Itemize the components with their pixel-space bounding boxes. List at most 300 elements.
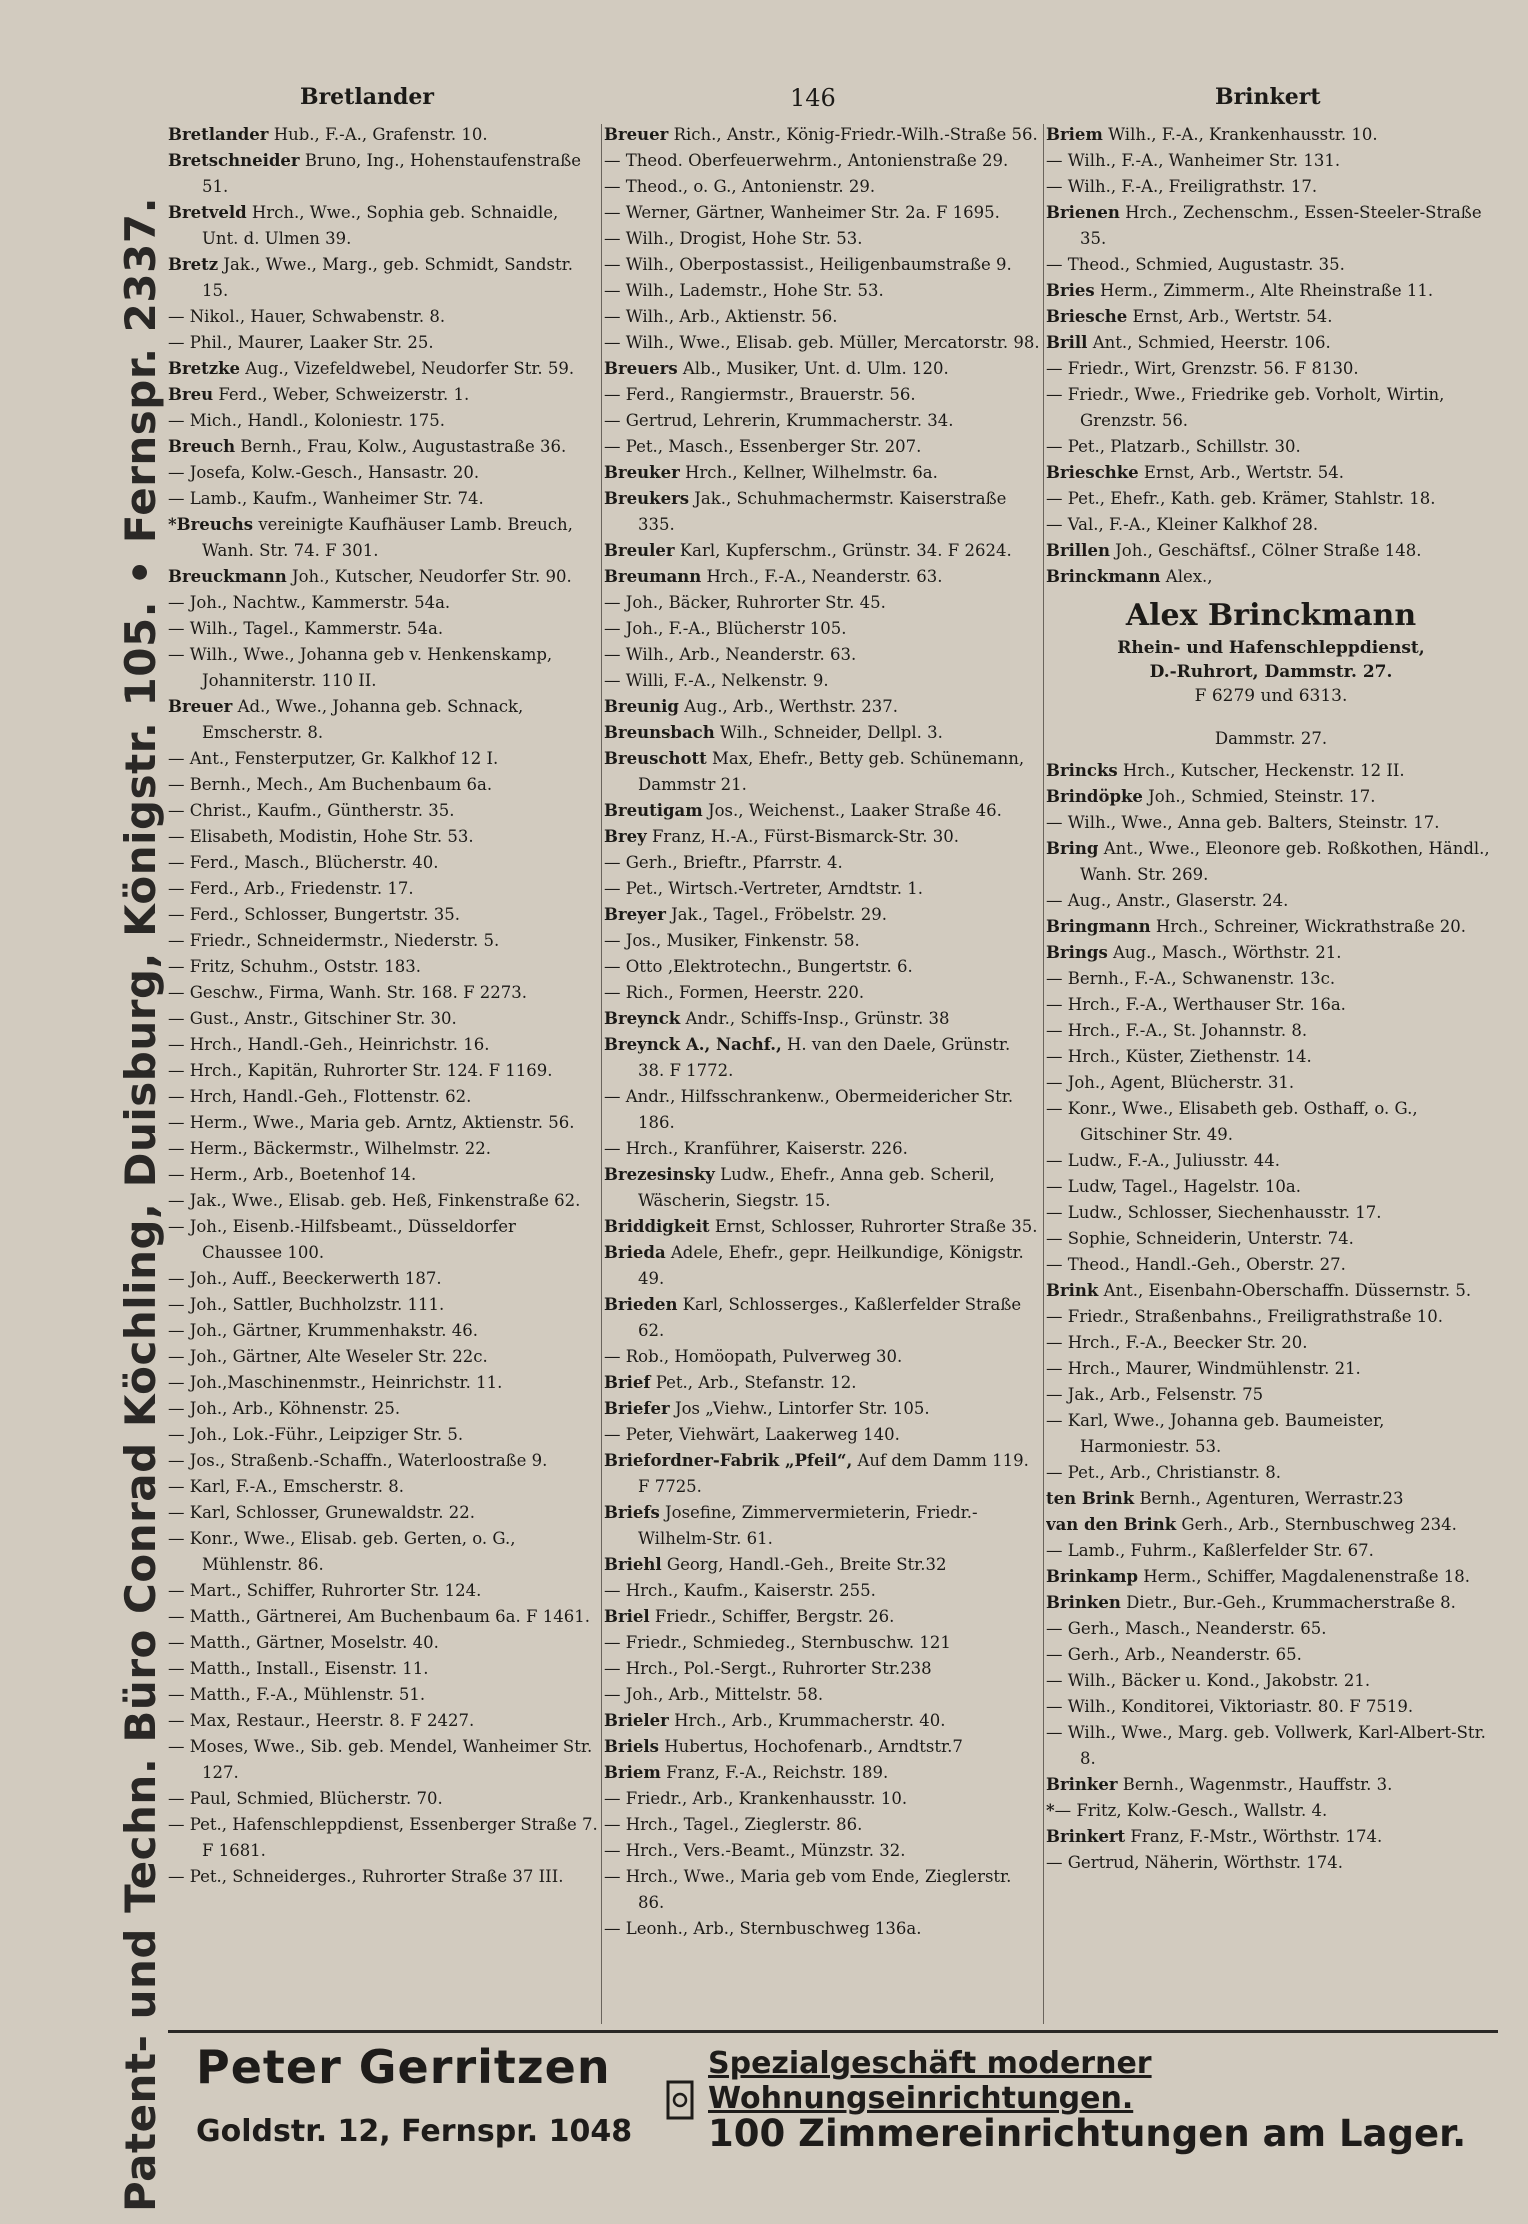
entry-details: — Fritz, Kolw.-Gesch., Wallstr. 4. [1054, 1801, 1328, 1820]
directory-entry [1046, 1694, 1496, 1720]
directory-entry [1046, 148, 1496, 174]
directory-entry [604, 330, 1040, 356]
directory-entry [168, 824, 598, 850]
entry-details: Aug., Vizefeldwebel, Neudorfer Str. 59. [240, 359, 575, 378]
entry-details: Gerh., Arb., Sternbuschweg 234. [1176, 1515, 1457, 1534]
directory-entry [604, 668, 1040, 694]
entry-surname: Bringmann [1046, 917, 1151, 936]
directory-entry [1046, 486, 1496, 512]
entry-details: Jak., Tagel., Fröbelstr. 29. [665, 905, 888, 924]
entry-details: — Theod., o. G., Antonienstr. 29. [604, 177, 876, 196]
directory-entry [604, 1552, 1040, 1578]
directory-entry [604, 1292, 1040, 1344]
entry-details: — Pet., Masch., Essenberger Str. 207. [604, 437, 922, 456]
entry-details: — Gerh., Brieftr., Pfarrstr. 4. [604, 853, 843, 872]
entry-details: — Ferd., Rangiermstr., Brauerstr. 56. [604, 385, 916, 404]
entry-details: — Fritz, Schuhm., Oststr. 183. [168, 957, 422, 976]
entry-details: Ant., Eisenbahn-Oberschaffn. Düssernstr. 5. [1098, 1281, 1472, 1300]
entry-details: — Paul, Schmied, Blücherstr. 70. [168, 1789, 443, 1808]
entry-details: — Geschw., Firma, Wanh. Str. 168. F 2273. [168, 983, 528, 1002]
entry-details: — Otto ‚Elektrotechn., Bungertstr. 6. [604, 957, 913, 976]
directory-entry [168, 1526, 598, 1578]
entry-details: — Mich., Handl., Koloniestr. 175. [168, 411, 446, 430]
page-number: 146 [790, 84, 836, 112]
entry-details: Hrch., Arb., Krummacherstr. 40. [668, 1711, 946, 1730]
directory-entry [604, 1838, 1040, 1864]
entry-details: Herm., Schiffer, Magdalenenstraße 18. [1138, 1567, 1471, 1586]
entry-details: Franz, F.-Mstr., Wörthstr. 174. [1125, 1827, 1383, 1846]
display-advertisement [1046, 590, 1496, 722]
directory-entry [168, 928, 598, 954]
entry-details: — Wilh., Wwe., Marg. geb. Vollwerk, Karl-Albert-Str. 8. [1046, 1723, 1486, 1768]
entry-details: — Joh., Lok.-Führ., Leipziger Str. 5. [168, 1425, 464, 1444]
directory-entry [168, 1734, 598, 1786]
entry-details: — Gertrud, Lehrerin, Krummacherstr. 34. [604, 411, 954, 430]
directory-entry [604, 1864, 1040, 1916]
advertiser-address: Goldstr. 12, Fernspr. 1048 [196, 2114, 633, 2149]
entry-details: Hrch., Zechenschm., Essen-Steeler-Straße 35. [1080, 203, 1482, 248]
entry-details: — Ferd., Masch., Blücherstr. 40. [168, 853, 439, 872]
side-advertisement: Patent- und Techn. Büro Conrad Köchling, Duisburg, Königstr. 105. • Fernspr. 2337. [116, 196, 165, 2212]
entry-details: Joh., Geschäftsf., Cölner Straße 148. [1109, 541, 1422, 560]
directory-entry [604, 278, 1040, 304]
advert-line: D.-Ruhrort, Dammstr. 27. [1149, 662, 1393, 682]
directory-entry [604, 1214, 1040, 1240]
entry-details: — Wilh., Arb., Aktienstr. 56. [604, 307, 838, 326]
entry-surname: Briesche [1046, 307, 1128, 326]
entry-details: Alb., Musiker, Unt. d. Ulm. 120. [677, 359, 949, 378]
directory-entry [604, 356, 1040, 382]
entry-surname: Breu [168, 385, 214, 404]
entry-details: Ferd., Weber, Schweizerstr. 1. [213, 385, 470, 404]
bottom-divider [168, 2030, 1498, 2033]
directory-entry [1046, 1044, 1496, 1070]
entry-surname: Bretschneider [168, 151, 300, 170]
entry-surname: Breuer [604, 125, 669, 144]
directory-entry [168, 304, 598, 330]
directory-entry [168, 772, 598, 798]
entry-surname: Breukers [604, 489, 690, 508]
entry-details: — Ludw, Tagel., Hagelstr. 10a. [1046, 1177, 1302, 1196]
directory-entry [1046, 252, 1496, 278]
entry-details: H. van den Daele, Grünstr. 38. F 1772. [638, 1035, 1011, 1080]
directory-entry [604, 1162, 1040, 1214]
directory-entry [604, 1032, 1040, 1084]
entry-surname: Brings [1046, 943, 1108, 962]
directory-entry [168, 1682, 598, 1708]
directory-entry [168, 1318, 598, 1344]
entry-surname: * [1046, 1801, 1055, 1820]
directory-entry [1046, 1200, 1496, 1226]
entry-details: — Lamb., Fuhrm., Kaßlerfelder Str. 67. [1046, 1541, 1374, 1560]
directory-entry [168, 1864, 598, 1890]
entry-details: — Theod. Oberfeuerwehrm., Antonienstraße 29. [604, 151, 1009, 170]
entry-details: — Joh., Gärtner, Alte Weseler Str. 22c. [168, 1347, 488, 1366]
entry-details: — Hrch., F.-A., Beecker Str. 20. [1046, 1333, 1308, 1352]
entry-details: — Wilh., Drogist, Hohe Str. 53. [604, 229, 863, 248]
entry-surname: van den Brink [1046, 1515, 1177, 1534]
directory-entry [1046, 1538, 1496, 1564]
directory-entry [604, 850, 1040, 876]
entry-details: Dietr., Bur.-Geh., Krummacherstraße 8. [1120, 1593, 1456, 1612]
entry-details: — Hrch, Handl.-Geh., Flottenstr. 62. [168, 1087, 472, 1106]
directory-entry [168, 330, 598, 356]
entry-surname: Briehl [604, 1555, 662, 1574]
entry-details: — Herm., Wwe., Maria geb. Arntz, Aktienstr. 56. [168, 1113, 575, 1132]
directory-entry [168, 902, 598, 928]
entry-details: Wilh., F.-A., Krankenhausstr. 10. [1102, 125, 1378, 144]
entry-surname: Briem [604, 1763, 661, 1782]
directory-entry [1046, 784, 1496, 810]
directory-entry [604, 980, 1040, 1006]
entry-details: Max, Ehefr., Betty geb. Schünemann, Dammstr 21. [638, 749, 1025, 794]
entry-surname: Briddigkeit [604, 1217, 710, 1236]
entry-details: Wilh., Schneider, Dellpl. 3. [714, 723, 943, 742]
entry-surname: Brieschke [1046, 463, 1139, 482]
directory-entry [168, 1396, 598, 1422]
entry-details: — Joh., Auff., Beeckerwerth 187. [168, 1269, 442, 1288]
entry-details: — Ant., Fensterputzer, Gr. Kalkhof 12 I. [168, 749, 499, 768]
directory-entry [168, 954, 598, 980]
entry-details: Pet., Arb., Stefanstr. 12. [650, 1373, 857, 1392]
entry-details: — Matth., Gärtner, Moselstr. 40. [168, 1633, 439, 1652]
directory-entry [1046, 1616, 1496, 1642]
entry-details: — Pet., Ehefr., Kath. geb. Krämer, Stahlstr. 18. [1046, 489, 1436, 508]
directory-entry [604, 382, 1040, 408]
directory-entry [604, 1734, 1040, 1760]
directory-entry [604, 200, 1040, 226]
directory-entry [168, 1708, 598, 1734]
entry-surname: ten Brink [1046, 1489, 1135, 1508]
directory-entry [1046, 1382, 1496, 1408]
entry-details: Friedr., Schiffer, Bergstr. 26. [649, 1607, 895, 1626]
entry-surname: Breuckmann [168, 567, 287, 586]
entry-details: — Hrch., Vers.-Beamt., Münzstr. 32. [604, 1841, 906, 1860]
entry-details: — Wilh., Konditorei, Viktoriastr. 80. F 7519. [1046, 1697, 1414, 1716]
directory-entry [604, 1344, 1040, 1370]
entry-surname: *Breuchs [168, 515, 254, 534]
directory-entry [604, 408, 1040, 434]
entry-details: Georg, Handl.-Geh., Breite Str.32 [661, 1555, 947, 1574]
entry-surname: Briel [604, 1607, 650, 1626]
entry-details: — Karl, Schlosser, Grunewaldstr. 22. [168, 1503, 475, 1522]
entry-details: — Theod., Schmied, Augustastr. 35. [1046, 255, 1345, 274]
entry-details: — Friedr., Straßenbahns., Freiligrathstraße 10. [1046, 1307, 1443, 1326]
directory-entry [168, 1188, 598, 1214]
directory-entry [1046, 1252, 1496, 1278]
directory-entry [1046, 1018, 1496, 1044]
entry-surname: Bretlander [168, 125, 269, 144]
directory-entry [1046, 1096, 1496, 1148]
directory-entry [1046, 726, 1496, 752]
entry-surname: Bries [1046, 281, 1095, 300]
entry-details: Franz, F.-A., Reichstr. 189. [660, 1763, 889, 1782]
directory-entry [1046, 1148, 1496, 1174]
entry-surname: Bretz [168, 255, 219, 274]
advert-firm-name: Alex Brinckmann [1125, 598, 1417, 633]
entry-details: — Hrch., Pol.-Sergt., Ruhrorter Str.238 [604, 1659, 932, 1678]
entry-details: — Wilh., Bäcker u. Kond., Jakobstr. 21. [1046, 1671, 1371, 1690]
directory-entry [168, 1084, 598, 1110]
directory-entry [1046, 914, 1496, 940]
directory-entry [168, 1162, 598, 1188]
directory-entry [1046, 1304, 1496, 1330]
entry-surname: Briefordner-Fabrik „Pfeil“, [604, 1451, 853, 1470]
entry-details: Andr., Schiffs-Insp., Grünstr. 38 [680, 1009, 950, 1028]
entry-details: — Hrch., Kapitän, Ruhrorter Str. 124. F 1169. [168, 1061, 553, 1080]
entry-details: — Werner, Gärtner, Wanheimer Str. 2a. F 1695. [604, 203, 1000, 222]
entry-details: Joh., Schmied, Steinstr. 17. [1142, 787, 1376, 806]
directory-entry [604, 460, 1040, 486]
directory-entry [1046, 434, 1496, 460]
entry-details: — Pet., Platzarb., Schillstr. 30. [1046, 437, 1301, 456]
directory-entry [168, 460, 598, 486]
entry-details: — Val., F.-A., Kleiner Kalkhof 28. [1046, 515, 1319, 534]
entry-details: — Hrch., Kaufm., Kaiserstr. 255. [604, 1581, 876, 1600]
directory-entry [1046, 1174, 1496, 1200]
directory-entry [168, 876, 598, 902]
entry-details: Bernh., Agenturen, Werrastr.23 [1134, 1489, 1404, 1508]
ornament-icon [666, 2080, 694, 2120]
directory-entry [168, 382, 598, 408]
directory-entry [168, 512, 598, 564]
entry-details: Ludw., Ehefr., Anna geb. Scheril, Wäscherin, Siegstr. 15. [638, 1165, 995, 1210]
directory-entry [1046, 460, 1496, 486]
entry-details: — Christ., Kaufm., Güntherstr. 35. [168, 801, 455, 820]
directory-entry [1046, 1642, 1496, 1668]
directory-entry [168, 642, 598, 694]
directory-entry [604, 1084, 1040, 1136]
entry-details: Auf dem Damm 119. F 7725. [638, 1451, 1029, 1496]
entry-surname: Brey [604, 827, 647, 846]
directory-entry [1046, 836, 1496, 888]
directory-entry [604, 1240, 1040, 1292]
directory-entry [1046, 1486, 1496, 1512]
directory-entry [604, 798, 1040, 824]
entry-details: — Ludw., Schlosser, Siechenhausstr. 17. [1046, 1203, 1382, 1222]
directory-entry [604, 876, 1040, 902]
directory-entry [168, 1006, 598, 1032]
entry-details: — Ferd., Schlosser, Bungertstr. 35. [168, 905, 461, 924]
entry-details: Herm., Zimmerm., Alte Rheinstraße 11. [1094, 281, 1434, 300]
directory-entry [604, 1604, 1040, 1630]
directory-entry [1046, 966, 1496, 992]
entry-details: Ernst, Arb., Wertstr. 54. [1127, 307, 1333, 326]
entry-details: — Hrch., F.-A., Werthauser Str. 16a. [1046, 995, 1346, 1014]
directory-entry [604, 824, 1040, 850]
directory-entry [168, 1214, 598, 1266]
entry-details: — Friedr., Schneidermstr., Niederstr. 5. [168, 931, 500, 950]
entry-details: — Joh., Arb., Köhnenstr. 25. [168, 1399, 401, 1418]
entry-details: — Joh., Eisenb.-Hilfsbeamt., Düsseldorfer Chaussee 100. [168, 1217, 516, 1262]
directory-entry [168, 1370, 598, 1396]
entry-details: Ant., Schmied, Heerstr. 106. [1087, 333, 1331, 352]
entry-surname: Bring [1046, 839, 1099, 858]
entry-details: — Max, Restaur., Heerstr. 8. F 2427. [168, 1711, 475, 1730]
directory-entry [1046, 1278, 1496, 1304]
directory-entry [1046, 356, 1496, 382]
directory-entry [168, 1786, 598, 1812]
entry-details: — Hrch., Handl.-Geh., Heinrichstr. 16. [168, 1035, 490, 1054]
entry-surname: Brindöpke [1046, 787, 1143, 806]
entry-surname: Brinkert [1046, 1827, 1126, 1846]
directory-column-3 [1046, 122, 1496, 2027]
directory-entry [604, 434, 1040, 460]
entry-details: — Wilh., F.-A., Freiligrathstr. 17. [1046, 177, 1318, 196]
directory-entry [604, 1682, 1040, 1708]
entry-surname: Bretveld [168, 203, 247, 222]
entry-details: Ernst, Schlosser, Ruhrorter Straße 35. [709, 1217, 1038, 1236]
directory-entry [168, 122, 598, 148]
entry-details: — Wilh., Tagel., Kammerstr. 54a. [168, 619, 444, 638]
entry-details: — Herm., Bäckermstr., Wilhelmstr. 22. [168, 1139, 492, 1158]
entry-details: — Mart., Schiffer, Ruhrorter Str. 124. [168, 1581, 482, 1600]
directory-entry [604, 226, 1040, 252]
directory-entry [168, 1474, 598, 1500]
entry-details: Rich., Anstr., König-Friedr.-Wilh.-Straße 56. [668, 125, 1038, 144]
directory-entry [1046, 1720, 1496, 1772]
directory-entry [168, 148, 598, 200]
directory-entry [1046, 1512, 1496, 1538]
directory-entry [604, 1630, 1040, 1656]
entry-details: vereinigte Kaufhäuser Lamb. Breuch, Wanh. Str. 74. F 301. [202, 515, 573, 560]
directory-entry [168, 1058, 598, 1084]
entry-details: — Phil., Maurer, Laaker Str. 25. [168, 333, 434, 352]
directory-entry [168, 1292, 598, 1318]
directory-entry [168, 564, 598, 590]
entry-details: Hub., F.-A., Grafenstr. 10. [268, 125, 488, 144]
entry-details: — Hrch., Küster, Ziethenstr. 14. [1046, 1047, 1312, 1066]
entry-details: — Wilh., Wwe., Anna geb. Balters, Steinstr. 17. [1046, 813, 1440, 832]
directory-entry [168, 694, 598, 746]
entry-details: — Hrch., F.-A., St. Johannstr. 8. [1046, 1021, 1308, 1040]
entry-details: — Leonh., Arb., Sternbuschweg 136a. [604, 1919, 922, 1938]
entry-details: Hubertus, Hochofenarb., Arndtstr.7 [658, 1737, 963, 1756]
entry-details: — Ferd., Arb., Friedenstr. 17. [168, 879, 414, 898]
entry-details: Bruno, Ing., Hohenstaufenstraße 51. [202, 151, 581, 196]
entry-details: — Peter, Viehwärt, Laakerweg 140. [604, 1425, 900, 1444]
entry-details: — Joh., Bäcker, Ruhrorter Str. 45. [604, 593, 886, 612]
entry-surname: Brinker [1046, 1775, 1118, 1794]
entry-details: — Elisabeth, Modistin, Hohe Str. 53. [168, 827, 474, 846]
directory-entry [1046, 512, 1496, 538]
directory-entry [1046, 1824, 1496, 1850]
entry-details: — Joh.,Maschinenmstr., Heinrichstr. 11. [168, 1373, 503, 1392]
entry-details: — Willi, F.-A., Nelkenstr. 9. [604, 671, 829, 690]
directory-entry [604, 720, 1040, 746]
entry-details: Hrch., Wwe., Sophia geb. Schnaidle, Unt. d. Ulmen 39. [202, 203, 559, 248]
entry-surname: Breuker [604, 463, 680, 482]
directory-entry [1046, 1460, 1496, 1486]
directory-entry [604, 148, 1040, 174]
directory-entry [604, 1656, 1040, 1682]
entry-details: Franz, H.-A., Fürst-Bismarck-Str. 30. [646, 827, 959, 846]
entry-details: — Konr., Wwe., Elisabeth geb. Osthaff, o. G., Gitschiner Str. 49. [1046, 1099, 1418, 1144]
entry-surname: Brillen [1046, 541, 1110, 560]
entry-surname: Bretzke [168, 359, 241, 378]
directory-entry [168, 798, 598, 824]
header-left-keyword: Bretlander [300, 84, 434, 110]
entry-surname: Brienen [1046, 203, 1120, 222]
directory-entry [604, 174, 1040, 200]
directory-entry [1046, 538, 1496, 564]
directory-entry [168, 1422, 598, 1448]
entry-details: — Matth., F.-A., Mühlenstr. 51. [168, 1685, 426, 1704]
directory-entry [1046, 278, 1496, 304]
entry-surname: Breunig [604, 697, 679, 716]
entry-details: — Hrch., Wwe., Maria geb vom Ende, Zieglerstr. 86. [604, 1867, 1012, 1912]
directory-entry [1046, 304, 1496, 330]
entry-details: — Pet., Schneiderges., Ruhrorter Straße 37 III. [168, 1867, 564, 1886]
entry-details: — Andr., Hilfsschrankenw., Obermeidericher Str. 186. [604, 1087, 1014, 1132]
directory-entry [604, 1578, 1040, 1604]
directory-entry [1046, 888, 1496, 914]
entry-surname: Briefer [604, 1399, 670, 1418]
entry-surname: Briefs [604, 1503, 660, 1522]
directory-entry [1046, 1798, 1496, 1824]
entry-details: — Wilh., Lademstr., Hohe Str. 53. [604, 281, 884, 300]
directory-entry [168, 590, 598, 616]
entry-details: — Friedr., Schmiedeg., Sternbuschw. 121 [604, 1633, 951, 1652]
directory-entry [604, 1006, 1040, 1032]
directory-entry [168, 1812, 598, 1864]
entry-details: Joh., Kutscher, Neudorfer Str. 90. [286, 567, 572, 586]
directory-entry [168, 200, 598, 252]
directory-entry [168, 746, 598, 772]
directory-entry [1046, 564, 1496, 590]
directory-entry [1046, 174, 1496, 200]
directory-entry [604, 1370, 1040, 1396]
directory-entry [1046, 200, 1496, 252]
directory-entry [168, 1136, 598, 1162]
entry-details: Jak., Schuhmachermstr. Kaiserstraße 335. [638, 489, 1007, 534]
entry-details: — Pet., Hafenschleppdienst, Essenberger Straße 7. F 1681. [168, 1815, 598, 1860]
entry-details: Josefine, Zimmervermieterin, Friedr.-Wilhelm-Str. 61. [638, 1503, 978, 1548]
directory-entry [604, 928, 1040, 954]
entry-details: — Bernh., F.-A., Schwanenstr. 13c. [1046, 969, 1336, 988]
entry-details: — Pet., Wirtsch.-Vertreter, Arndtstr. 1. [604, 879, 923, 898]
directory-entry [604, 1396, 1040, 1422]
entry-details: — Lamb., Kaufm., Wanheimer Str. 74. [168, 489, 484, 508]
entry-details: Ad., Wwe., Johanna geb. Schnack, Emscherstr. 8. [202, 697, 524, 742]
directory-entry [1046, 1850, 1496, 1876]
directory-entry [604, 1812, 1040, 1838]
directory-entry [604, 486, 1040, 538]
directory-entry [168, 1448, 598, 1474]
entry-details: Jos., Weichenst., Laaker Straße 46. [702, 801, 1002, 820]
advert-phone: F 6279 und 6313. [1194, 686, 1348, 706]
entry-surname: Brieden [604, 1295, 678, 1314]
directory-entry [168, 616, 598, 642]
directory-entry [168, 356, 598, 382]
entry-details: — Hrch., Kranführer, Kaiserstr. 226. [604, 1139, 908, 1158]
directory-entry [168, 1266, 598, 1292]
directory-entry [1046, 1564, 1496, 1590]
entry-details: — Joh., Arb., Mittelstr. 58. [604, 1685, 824, 1704]
entry-details: — Hrch., Maurer, Windmühlenstr. 21. [1046, 1359, 1361, 1378]
directory-entry [604, 1786, 1040, 1812]
directory-entry [168, 980, 598, 1006]
entry-details: — Sophie, Schneiderin, Unterstr. 74. [1046, 1229, 1354, 1248]
entry-details: — Bernh., Mech., Am Buchenbaum 6a. [168, 775, 493, 794]
entry-surname: Brief [604, 1373, 651, 1392]
entry-details: — Matth., Gärtnerei, Am Buchenbaum 6a. F 1461. [168, 1607, 590, 1626]
directory-entry [604, 1760, 1040, 1786]
entry-details: — Friedr., Wirt, Grenzstr. 56. F 8130. [1046, 359, 1359, 378]
entry-surname: Breuler [604, 541, 675, 560]
entry-details: Ernst, Arb., Wertstr. 54. [1138, 463, 1344, 482]
entry-details: Hrch., Schreiner, Wickrathstraße 20. [1150, 917, 1467, 936]
